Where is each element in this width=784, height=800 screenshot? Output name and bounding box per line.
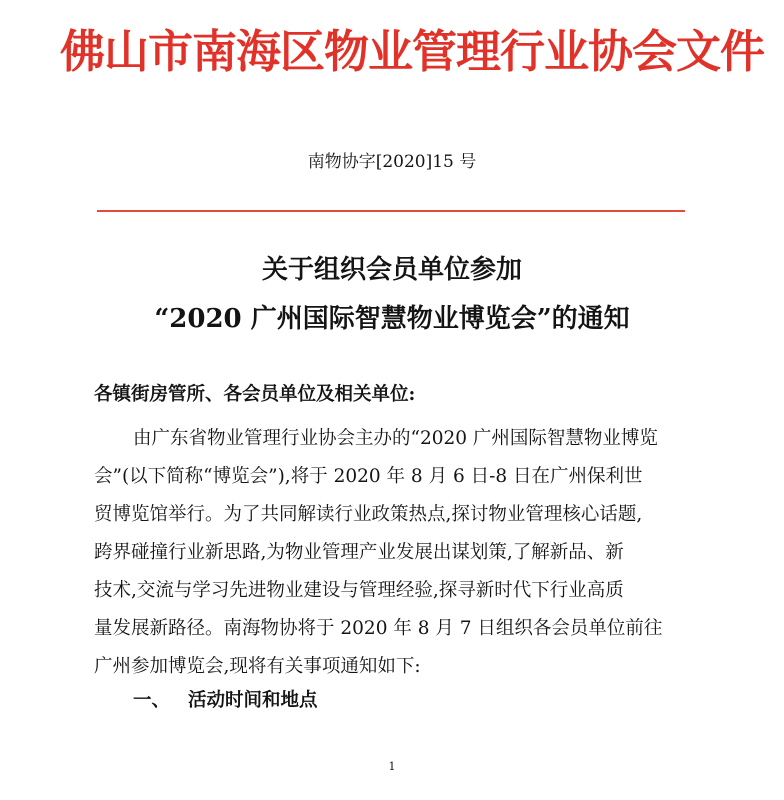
document-number: 南物协字[2020]15 号 [307,152,477,172]
section-heading-1 [133,689,318,713]
body-paragraph-line: 广州参加博览会,现将有关事项通知如下: [94,656,421,677]
section-title: 活动时间和地点 [188,690,318,711]
header-divider-rule [97,210,685,212]
salutation: 各镇街房管所、各会员单位及相关单位: [94,384,416,405]
body-paragraph-line: 跨界碰撞行业新思路,为物业管理产业发展出谋划策,了解新品、新 [94,542,624,563]
body-paragraph-line: 由广东省物业管理行业协会主办的“2020 广州国际智慧物业博览 [133,428,658,449]
body-paragraph-line: 量发展新路径。南海物协将于 2020 年 8 月 7 日组织各会员单位前往 [94,618,663,639]
body-paragraph-line: 会”(以下简称“博览会”),将于 2020 年 8 月 6 日-8 日在广州保利世 [94,466,643,487]
body-paragraph-line: 贸博览馆举行。为了共同解读行业政策热点,探讨物业管理核心话题, [94,504,643,525]
notice-title-line-2: “2020 广州国际智慧物业博览会”的通知 [154,304,630,334]
document-header-title: 佛山市南海区物业管理行业协会文件 [60,25,765,78]
page-number: 1 [388,760,396,773]
body-paragraph-line: 技术,交流与学习先进物业建设与管理经验,探寻新时代下行业高质 [94,580,624,601]
notice-title-line-1: 关于组织会员单位参加 [261,255,522,285]
section-number: 一、 [133,690,171,711]
